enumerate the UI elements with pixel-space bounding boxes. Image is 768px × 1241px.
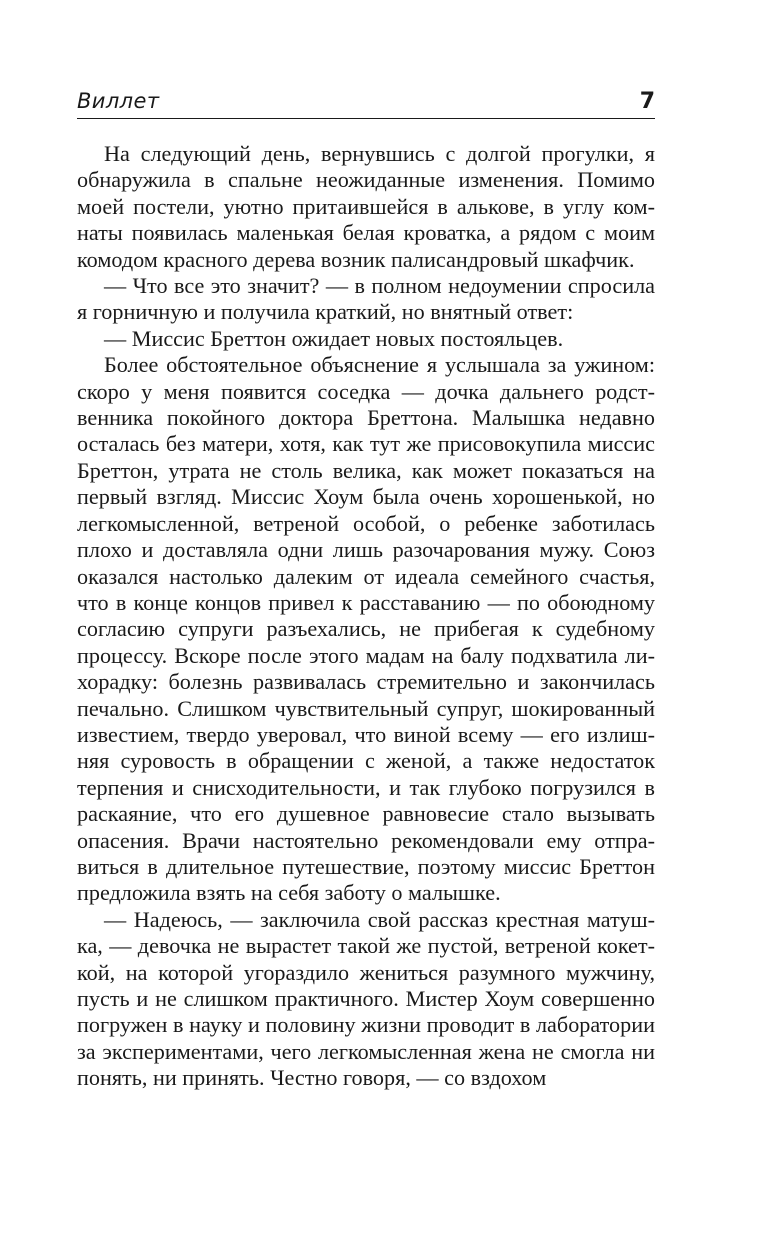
- body-text: [77, 141, 655, 1092]
- page-number: 7: [639, 89, 655, 114]
- paragraph: — Что все это значит? — в полном недоумении спросила я горничную и получила краткий, но внятный ответ:: [77, 273, 655, 325]
- paragraph: На следующий день, вернувшись с долгой прогулки, я обнаружила в спальне неожиданные изменения. Помимо моей постели, уютно притаившейся в алькове, в углу комнаты появилась маленькая белая кроватка, а рядом с моим комодом красного дерева возник палисандровый шкафчик.: [77, 141, 655, 272]
- paragraph: — Надеюсь, — заключила свой рассказ крестная матушка, — девочка не вырастет такой же пустой, ветреной кокеткой, на которой угораздило жениться разумного мужчину, пусть и не слишком практичного. Мистер Хоум совершенно погружен в науку и половину жизни проводит в лаборатории за экспериментами, чего легкомысленная жена не смогла ни понять, ни принять. Честно говоря, — со вздохом: [77, 906, 655, 1091]
- running-title: Виллет: [77, 89, 160, 113]
- paragraph: Более обстоятельное объяснение я услышала за ужином: скоро у меня появится соседка — дочка дальнего родственника покойного доктора Бреттона. Малышка недавно осталась без матери, хотя, как тут же присовокупила миссис Бреттон, утрата не столь велика, как может показаться на первый взгляд. Миссис Хоум была очень хорошенькой, но легкомысленной, ветреной особой, о ребенке заботилась плохо и доставляла одни лишь разочарования мужу. Союз оказался настолько далеким от идеала семейного счастья, что в конце концов привел к расставанию — по обоюдному согласию супруги разъехались, не прибегая к судебному процессу. Вскоре после этого мадам на балу подхватила лихорадку: болезнь развивалась стремительно и закончилась печально. Слишком чувствительный супруг, шокированный известием, твердо уверовал, что виной всему — его излишняя суровость в обращении с женой, а также недостаток терпения и снисходительности, и так глубоко погрузился в раскаяние, что его душевное равновесие стало вызывать опасения. Врачи настоятельно рекомендовали ему отправиться в длительное путешествие, поэтому миссис Бреттон предложила взять на себя заботу о малышке.: [77, 352, 655, 906]
- paragraph: — Миссис Бреттон ожидает новых постояльцев.: [104, 325, 564, 351]
- running-header: [77, 86, 655, 119]
